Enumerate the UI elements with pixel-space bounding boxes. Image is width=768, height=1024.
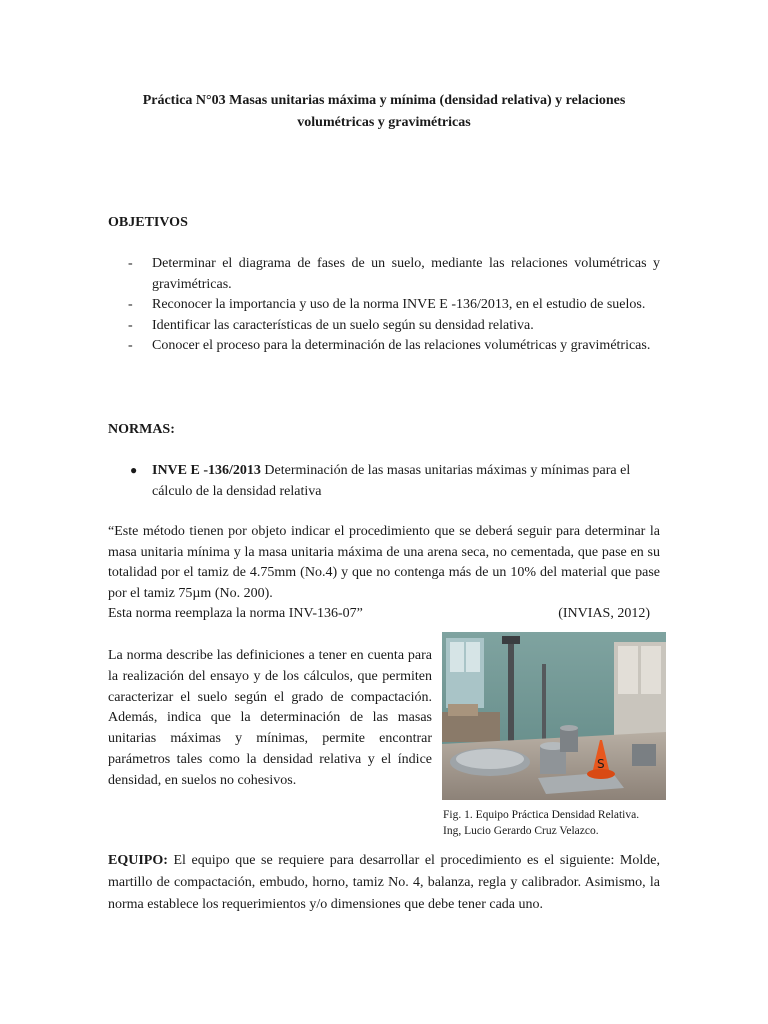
norma-quote (108, 522, 660, 625)
equipo-label: EQUIPO: (108, 853, 168, 868)
quote-citation: (INVIAS, 2012) (558, 606, 650, 621)
equipo-paragraph (108, 850, 660, 916)
objetivo-item: - Determinar el diagrama de fases de un suelo, mediante las relaciones volumétricas y gravimétricas. (128, 256, 660, 292)
objetivo-item: - Reconocer la importancia y uso de la norma INVE E -136/2013, en el estudio de suelos. (108, 295, 660, 316)
norma-code: INVE E -136/2013 (152, 463, 261, 478)
description-paragraph: La norma describe las definiciones a tener en cuenta para la realización del ensayo y de los cálculos, que permiten caracterizar el suelo según el grado de compactación. Además, indica que la determinación de las masas unitarias máximas y mínimas, permite encontrar parámetros tales como la densidad relativa y el índice densidad, en suelos no cohesivos. (108, 648, 432, 788)
document-title: Práctica N°03 Masas unitarias máxima y mínima (densidad relativa) y relaciones volumétricas y gravimétricas (142, 93, 626, 130)
svg-text:S: S (597, 757, 605, 771)
equipo-text: El equipo que se requiere para desarrollar el procedimiento es el siguiente: Molde, martillo de compactación, embudo, horno, tamiz No. 4, balanza, regla y calibrador. Asimismo, la norma establece los requerimientos y/o dimensiones que debe tener cada uno. (108, 853, 660, 912)
objetivos-heading: OBJETIVOS (108, 215, 188, 230)
objetivos-list (108, 254, 660, 357)
quote-last-line: Esta norma reemplaza la norma INV-136-07” (108, 606, 363, 621)
quote-text: “Este método tienen por objeto indicar el procedimiento que se deberá seguir para determinar la masa unitaria mínima y la masa unitaria máxima de una arena seca, no cementada, que pase en su totalidad por el tamiz de 4.75mm (No.4) y que no contenga más de un 10% del material que pase por el tamiz 75µm (No. 200). (108, 524, 660, 601)
caption-line-1: Fig. 1. Equipo Práctica Densidad Relativa. (443, 809, 640, 821)
norma-description: Determinación de las masas unitarias máximas y mínimas para el cálculo de la densidad relativa (152, 463, 631, 499)
caption-line-2: Ing, Lucio Gerardo Cruz Velazco. (443, 825, 599, 837)
dash-marker: - (128, 297, 133, 312)
dash-marker: - (128, 256, 133, 271)
dash-marker: - (128, 317, 133, 333)
objetivo-item: - Conocer el proceso para la determinación de las relaciones volumétricas y gravimétricas. (108, 336, 660, 357)
figure-caption (443, 807, 673, 839)
equipment-photo (442, 632, 666, 800)
objetivo-item: - Identificar las características de un suelo según su densidad relativa. (108, 316, 660, 337)
bullet-icon: ● (130, 463, 138, 477)
normas-heading: NORMAS: (108, 422, 175, 437)
dash-marker: - (128, 338, 133, 353)
norma-item (108, 460, 660, 502)
